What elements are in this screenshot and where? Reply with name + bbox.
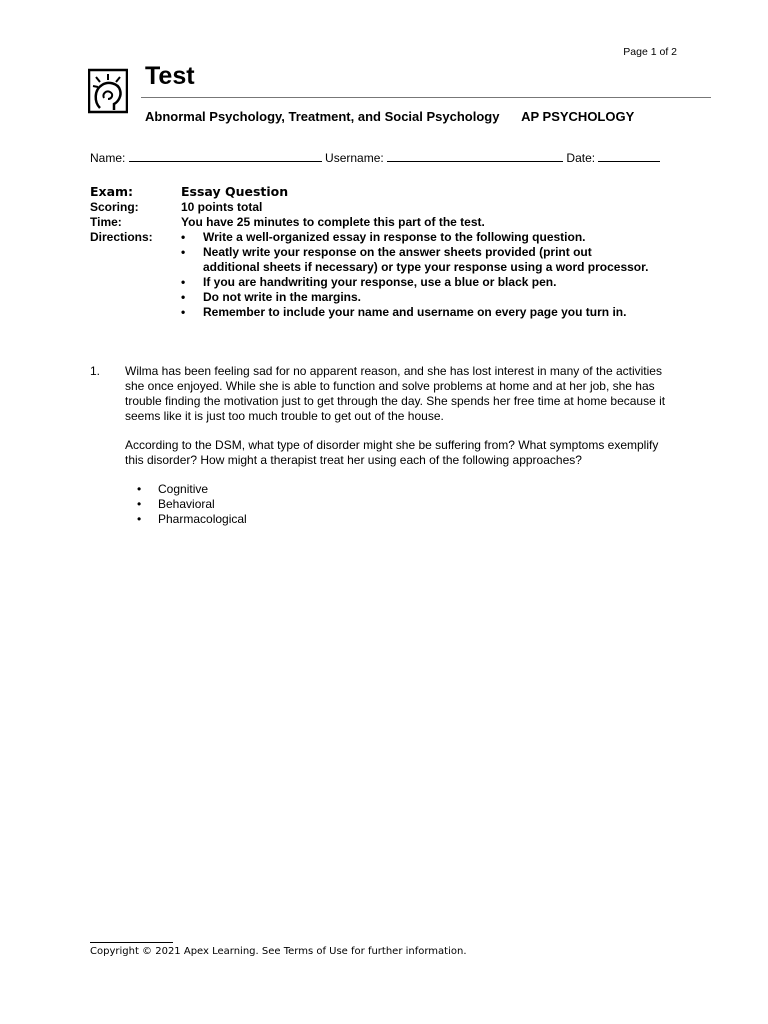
list-item: • Cognitive: [137, 482, 209, 496]
subtitle: [145, 109, 634, 124]
question-number: 1.: [90, 364, 101, 378]
list-item: • Do not write in the margins.: [181, 290, 362, 304]
bullet: •: [181, 305, 186, 319]
copyright-footer: Copyright © 2021 Apex Learning. See Terms of Use for further information.: [90, 946, 467, 957]
bullet: •: [137, 497, 142, 511]
scoring-row: [90, 200, 650, 215]
exam-info: [90, 184, 650, 320]
bullet: •: [181, 245, 186, 259]
list-item: • Remember to include your name and username on every page you turn in.: [181, 305, 627, 319]
scoring-label: Scoring:: [90, 200, 139, 214]
question-scenario: Wilma has been feeling sad for no apparent reason, and she has lost interest in many of the activities she once enjoyed. While she is able to function and solve problems at home and at her job, she has trouble finding the motivation just to get through the day. She spends her free time at home because it seems like it is just too much trouble to get out of the house.: [125, 364, 666, 423]
list-item: • Pharmacological: [137, 512, 247, 526]
bullet: •: [181, 275, 186, 289]
list-item: • Write a well-organized essay in response to the following question.: [181, 230, 586, 244]
name-label: Name:: [90, 151, 126, 165]
time-value: You have 25 minutes to complete this part of the test.: [181, 215, 485, 229]
list-item: • Behavioral: [137, 497, 215, 511]
bullet: •: [137, 482, 142, 496]
time-row: [90, 215, 650, 230]
question-body: [125, 364, 680, 527]
scoring-value: 10 points total: [181, 200, 263, 214]
exam-value: Essay Question: [181, 184, 289, 199]
page-title: Test: [145, 62, 195, 90]
student-info-line: [90, 150, 660, 165]
page-number: Page 1 of 2: [623, 46, 677, 58]
unit-subtitle: Abnormal Psychology, Treatment, and Social Psychology: [145, 109, 500, 124]
directions-list: [181, 230, 650, 320]
list-item: • If you are handwriting your response, use a blue or black pen.: [181, 275, 557, 289]
username-label: Username:: [325, 151, 384, 165]
approaches-list: [125, 482, 680, 527]
exam-row: [90, 184, 650, 200]
directions-label: Directions:: [90, 230, 153, 244]
username-field[interactable]: [387, 150, 563, 162]
bullet: •: [137, 512, 142, 526]
list-item: • Neatly write your response on the answer sheets provided (print out additional sheets if necessary) or type your response using a word processor.: [181, 245, 649, 274]
footer-divider: [90, 942, 173, 943]
exam-label: Exam:: [90, 184, 134, 199]
question-prompt: According to the DSM, what type of disorder might she be suffering from? What symptoms exemplify this disorder? How might a therapist treat her using each of the following approaches?: [125, 438, 659, 467]
course-name: AP PSYCHOLOGY: [521, 109, 635, 124]
time-label: Time:: [90, 215, 122, 229]
date-label: Date:: [566, 151, 596, 165]
date-field[interactable]: [598, 150, 660, 162]
bullet: •: [181, 230, 186, 244]
bullet: •: [181, 290, 186, 304]
directions-row: [90, 230, 650, 320]
name-field[interactable]: [129, 150, 322, 162]
essay-question: [90, 364, 680, 527]
title-divider: [141, 97, 711, 98]
head-with-brain-icon: [88, 68, 128, 114]
